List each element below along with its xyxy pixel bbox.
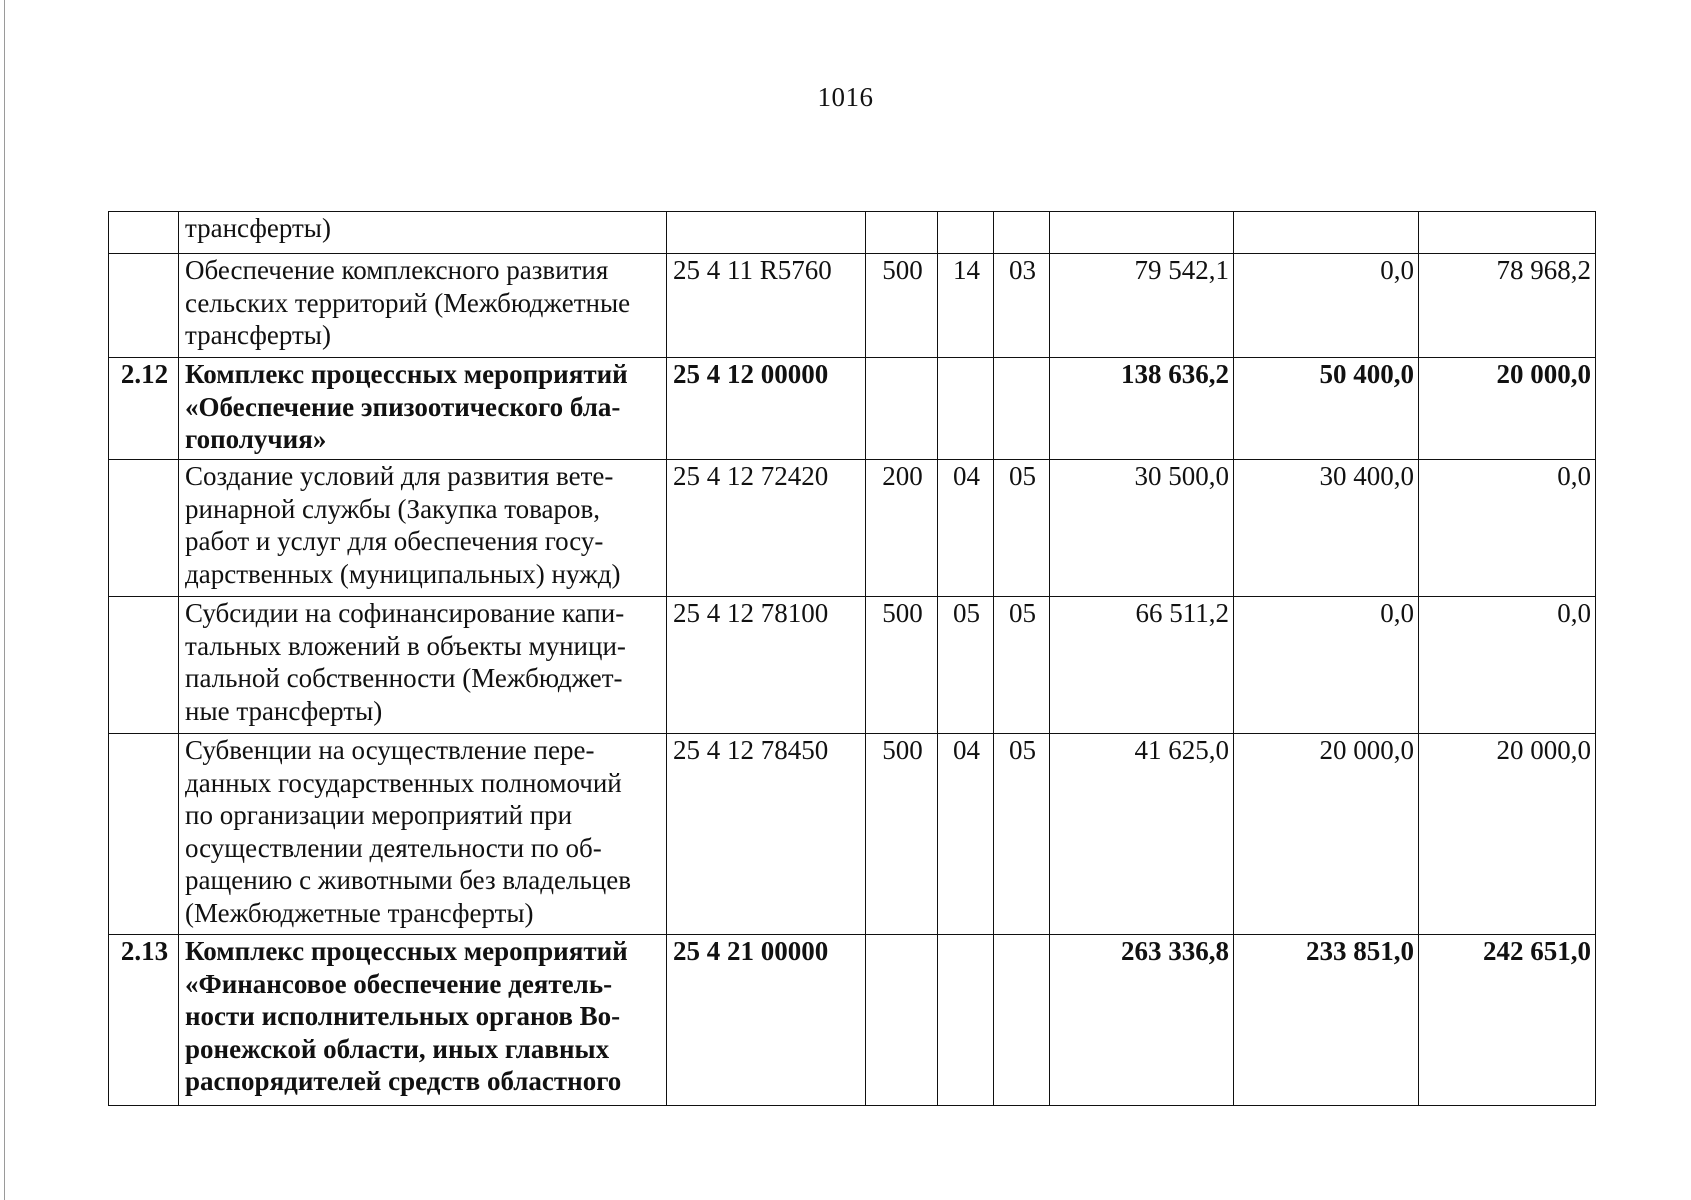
item-name-cell: Создание условий для развития вете- ринарной службы (Закупка товаров, работ и услуг для обеспечения госу- дарственных (муниципальных) нужд) [179, 460, 667, 597]
amount-year1-cell: 263 336,8 [1050, 935, 1234, 1106]
amount-year2-cell: 233 851,0 [1234, 935, 1419, 1106]
table-row [109, 935, 1596, 1106]
section-cell: 04 [938, 460, 994, 597]
section-cell: 05 [938, 597, 994, 734]
table-row [109, 212, 1596, 254]
row-number-cell: 2.12 [109, 358, 179, 460]
budget-table-body [109, 212, 1596, 1106]
target-code-cell: 25 4 21 00000 [667, 935, 866, 1106]
subsection-cell [994, 212, 1050, 254]
amount-year3-cell: 20 000,0 [1419, 358, 1596, 460]
row-number-cell [109, 212, 179, 254]
amount-year2-cell: 30 400,0 [1234, 460, 1419, 597]
amount-year1-cell: 41 625,0 [1050, 734, 1234, 935]
target-code-cell: 25 4 12 78100 [667, 597, 866, 734]
amount-year2-cell: 0,0 [1234, 597, 1419, 734]
amount-year3-cell: 20 000,0 [1419, 734, 1596, 935]
scan-edge-line [4, 0, 5, 1200]
subsection-cell: 05 [994, 597, 1050, 734]
item-name-cell: Комплекс процессных мероприятий «Обеспечение эпизоотического бла- гополучия» [179, 358, 667, 460]
target-code-cell: 25 4 12 78450 [667, 734, 866, 935]
expense-type-cell: 200 [866, 460, 938, 597]
target-code-cell [667, 212, 866, 254]
item-name-cell: Комплекс процессных мероприятий «Финансовое обеспечение деятель- ности исполнительных органов Во- ронежской области, иных главных распорядителей средств областного [179, 935, 667, 1106]
amount-year1-cell: 138 636,2 [1050, 358, 1234, 460]
amount-year2-cell [1234, 212, 1419, 254]
expense-type-cell: 500 [866, 597, 938, 734]
amount-year1-cell: 66 511,2 [1050, 597, 1234, 734]
amount-year2-cell: 50 400,0 [1234, 358, 1419, 460]
subsection-cell: 05 [994, 734, 1050, 935]
section-cell [938, 212, 994, 254]
section-cell: 04 [938, 734, 994, 935]
amount-year3-cell: 78 968,2 [1419, 254, 1596, 358]
budget-table [108, 211, 1596, 1106]
target-code-cell: 25 4 11 R5760 [667, 254, 866, 358]
row-number-cell [109, 254, 179, 358]
expense-type-cell: 500 [866, 254, 938, 358]
row-number-cell [109, 734, 179, 935]
subsection-cell [994, 358, 1050, 460]
item-name-cell: трансферты) [179, 212, 667, 254]
subsection-cell: 03 [994, 254, 1050, 358]
amount-year3-cell: 0,0 [1419, 597, 1596, 734]
row-number-cell: 2.13 [109, 935, 179, 1106]
amount-year1-cell: 79 542,1 [1050, 254, 1234, 358]
amount-year1-cell [1050, 212, 1234, 254]
item-name-cell: Субсидии на софинансирование капи- тальных вложений в объекты муници- пальной собственности (Межбюджет- ные трансферты) [179, 597, 667, 734]
item-name-cell: Обеспечение комплексного развития сельских территорий (Межбюджетные трансферты) [179, 254, 667, 358]
amount-year3-cell: 242 651,0 [1419, 935, 1596, 1106]
row-number-cell [109, 597, 179, 734]
table-row [109, 734, 1596, 935]
section-cell: 14 [938, 254, 994, 358]
subsection-cell [994, 935, 1050, 1106]
target-code-cell: 25 4 12 00000 [667, 358, 866, 460]
expense-type-cell [866, 358, 938, 460]
table-row [109, 358, 1596, 460]
amount-year2-cell: 20 000,0 [1234, 734, 1419, 935]
subsection-cell: 05 [994, 460, 1050, 597]
row-number-cell [109, 460, 179, 597]
page-number: 1016 [817, 82, 874, 112]
table-row [109, 597, 1596, 734]
expense-type-cell [866, 212, 938, 254]
section-cell [938, 935, 994, 1106]
amount-year3-cell: 0,0 [1419, 460, 1596, 597]
amount-year3-cell [1419, 212, 1596, 254]
expense-type-cell [866, 935, 938, 1106]
section-cell [938, 358, 994, 460]
table-row [109, 460, 1596, 597]
item-name-cell: Субвенции на осуществление пере- данных государственных полномочий по организации мероприятий при осуществлении деятельности по об- ращению с животными без владельцев (Межбюджетные трансферты) [179, 734, 667, 935]
target-code-cell: 25 4 12 72420 [667, 460, 866, 597]
amount-year1-cell: 30 500,0 [1050, 460, 1234, 597]
table-row [109, 254, 1596, 358]
amount-year2-cell: 0,0 [1234, 254, 1419, 358]
expense-type-cell: 500 [866, 734, 938, 935]
